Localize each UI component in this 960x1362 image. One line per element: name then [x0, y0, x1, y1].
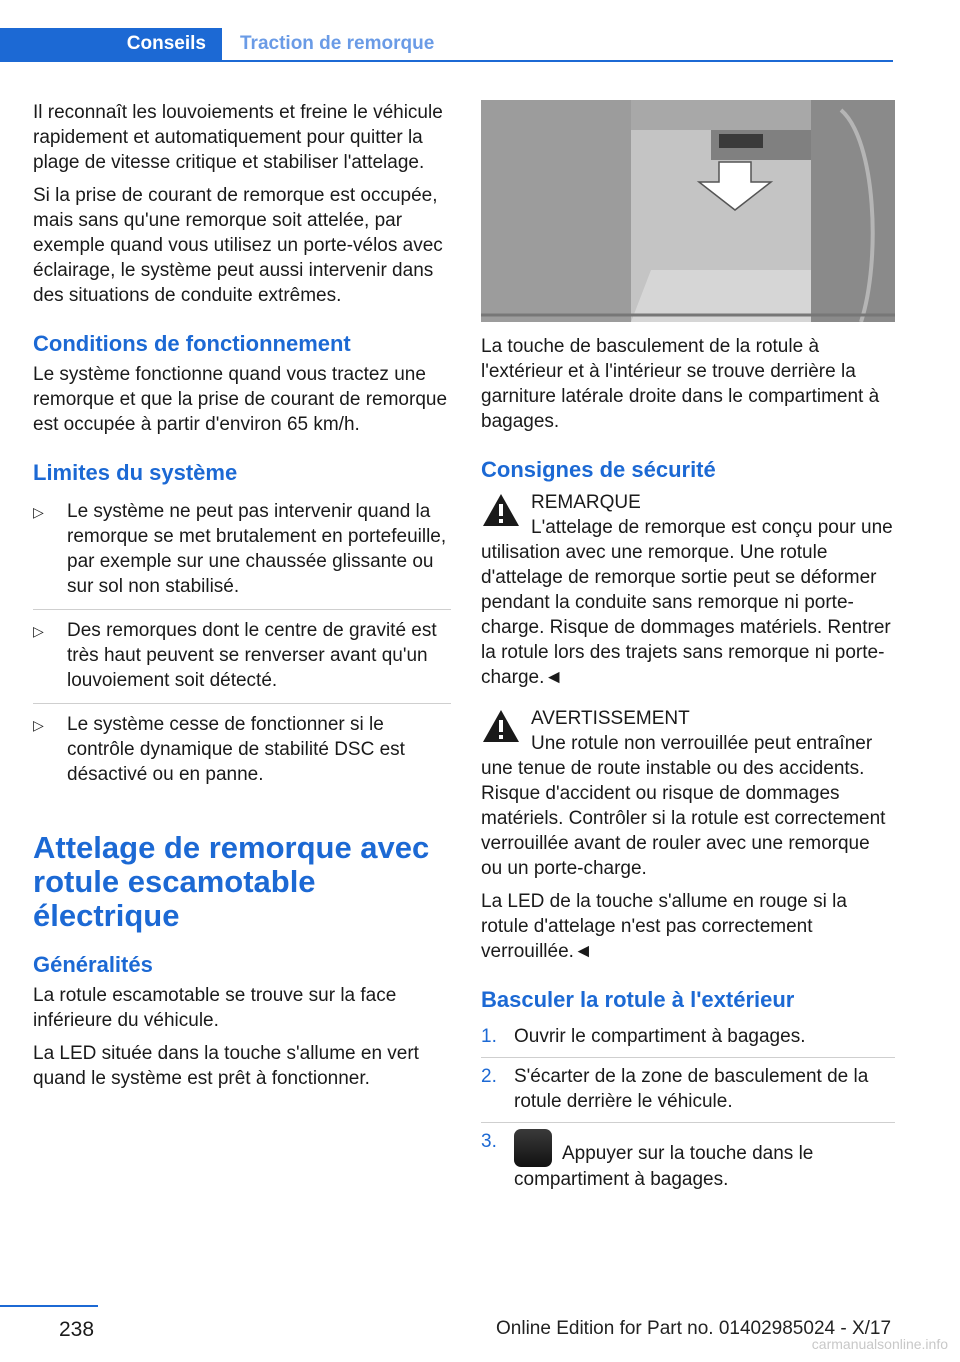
- paragraph: La LED située dans la touche s'allume en vert quand le système est prêt à fonctionner.: [33, 1043, 419, 1089]
- watermark: carmanualsonline.info: [811, 1336, 948, 1352]
- paragraph: Le système fonctionne quand vous tractez une remorque et que la prise de courant de remorque est occupée à partir d'environ 65 km/h.: [33, 364, 448, 435]
- page-header: [0, 28, 893, 62]
- paragraph: La rotule escamotable se trouve sur la face inférieure du véhicule.: [33, 985, 397, 1031]
- limits-list: [33, 491, 451, 797]
- paragraph: La LED de la touche s'allume en rouge si la rotule d'attelage n'est pas correctement verrouillée.◄: [481, 891, 847, 962]
- footer-rule: [0, 1305, 98, 1307]
- triangle-bullet-icon: ▷: [33, 623, 44, 639]
- warning-triangle-icon: [481, 708, 521, 744]
- warning-block: [481, 706, 895, 881]
- header-rule: [0, 60, 893, 62]
- right-column: [481, 100, 895, 1200]
- triangle-bullet-icon: ▷: [33, 717, 44, 733]
- list-item: ▷ Des remorques dont le centre de gravité est très haut peuvent se renverser avant qu'un louvoiement soit détecté.: [33, 610, 451, 704]
- list-item: ▷ Le système cesse de fonctionner si le contrôle dynamique de stabilité DSC est désactivé ou en panne.: [33, 714, 405, 785]
- tow-hitch-button-icon: [514, 1129, 552, 1167]
- list-item: 2. S'écarter de la zone de basculement de la rotule derrière le véhicule.: [481, 1058, 895, 1123]
- heading-conditions: Conditions de fonctionnement: [33, 331, 351, 356]
- photo-caption: La touche de basculement de la rotule à l'extérieur et à l'intérieur se trouve derrière la garniture latérale droite dans le compartiment à bagages.: [481, 336, 880, 432]
- trunk-illustration: [481, 100, 895, 322]
- list-item: 3. Appuyer sur la touche dans le compartiment à bagages.: [481, 1131, 814, 1190]
- note-block: [481, 490, 895, 690]
- left-column: [33, 100, 451, 1099]
- steps-list: [481, 1018, 895, 1200]
- note-title: REMARQUE: [531, 492, 641, 513]
- heading-generalites: Généralités: [33, 952, 153, 977]
- heading-basculer: Basculer la rotule à l'extérieur: [481, 987, 795, 1012]
- heading-limites: Limites du système: [33, 460, 238, 485]
- page-number: 238: [59, 1318, 95, 1341]
- warning-title: AVERTISSEMENT: [531, 708, 690, 729]
- trunk-photo: [481, 100, 895, 322]
- note-body: L'attelage de remorque est conçu pour une utilisation avec une remorque. Une rotule d'attelage de remorque sortie peut se déformer pendant la conduite sans remorque ni porte-charge. Risque de dommages matériels. Rentrer la rotule lors des trajets sans remorque ni porte-charge.◄: [481, 517, 893, 688]
- section-tab: Conseils: [0, 28, 222, 60]
- warning-triangle-icon: [481, 492, 521, 528]
- warning-body: Une rotule non verrouillée peut entraîner une tenue de route instable ou des accidents. Risque d'accident ou risque de dommages matériels. Contrôler si la rotule est correctement verrouillée avant de rouler avec une remorque ou un porte-charge.: [481, 733, 886, 879]
- heading-attelage: Attelage de remorque avec rotule escamotable électrique: [33, 830, 430, 933]
- heading-consignes: Consignes de sécurité: [481, 457, 716, 482]
- list-item: 1. Ouvrir le compartiment à bagages.: [481, 1018, 895, 1058]
- triangle-bullet-icon: ▷: [33, 504, 44, 520]
- paragraph: Si la prise de courant de remorque est occupée, mais sans qu'une remorque soit attelée, par exemple quand vous utilisez un porte-vélos avec éclairage, le système peut aussi intervenir dans des situations de conduite extrêmes.: [33, 185, 443, 306]
- edition-text: Online Edition for Part no. 01402985024 - X/17: [496, 1318, 892, 1339]
- list-item: ▷ Le système ne peut pas intervenir quand la remorque se met brutalement en portefeuille, par exemple sur une chaussée glissante ou sur sol non stabilisé.: [33, 491, 451, 610]
- paragraph: Il reconnaît les louvoiements et freine le véhicule rapidement et automatiquement pour quitter la plage de vitesse critique et stabiliser l'attelage.: [33, 102, 443, 173]
- chapter-tab: Traction de remorque: [240, 33, 435, 54]
